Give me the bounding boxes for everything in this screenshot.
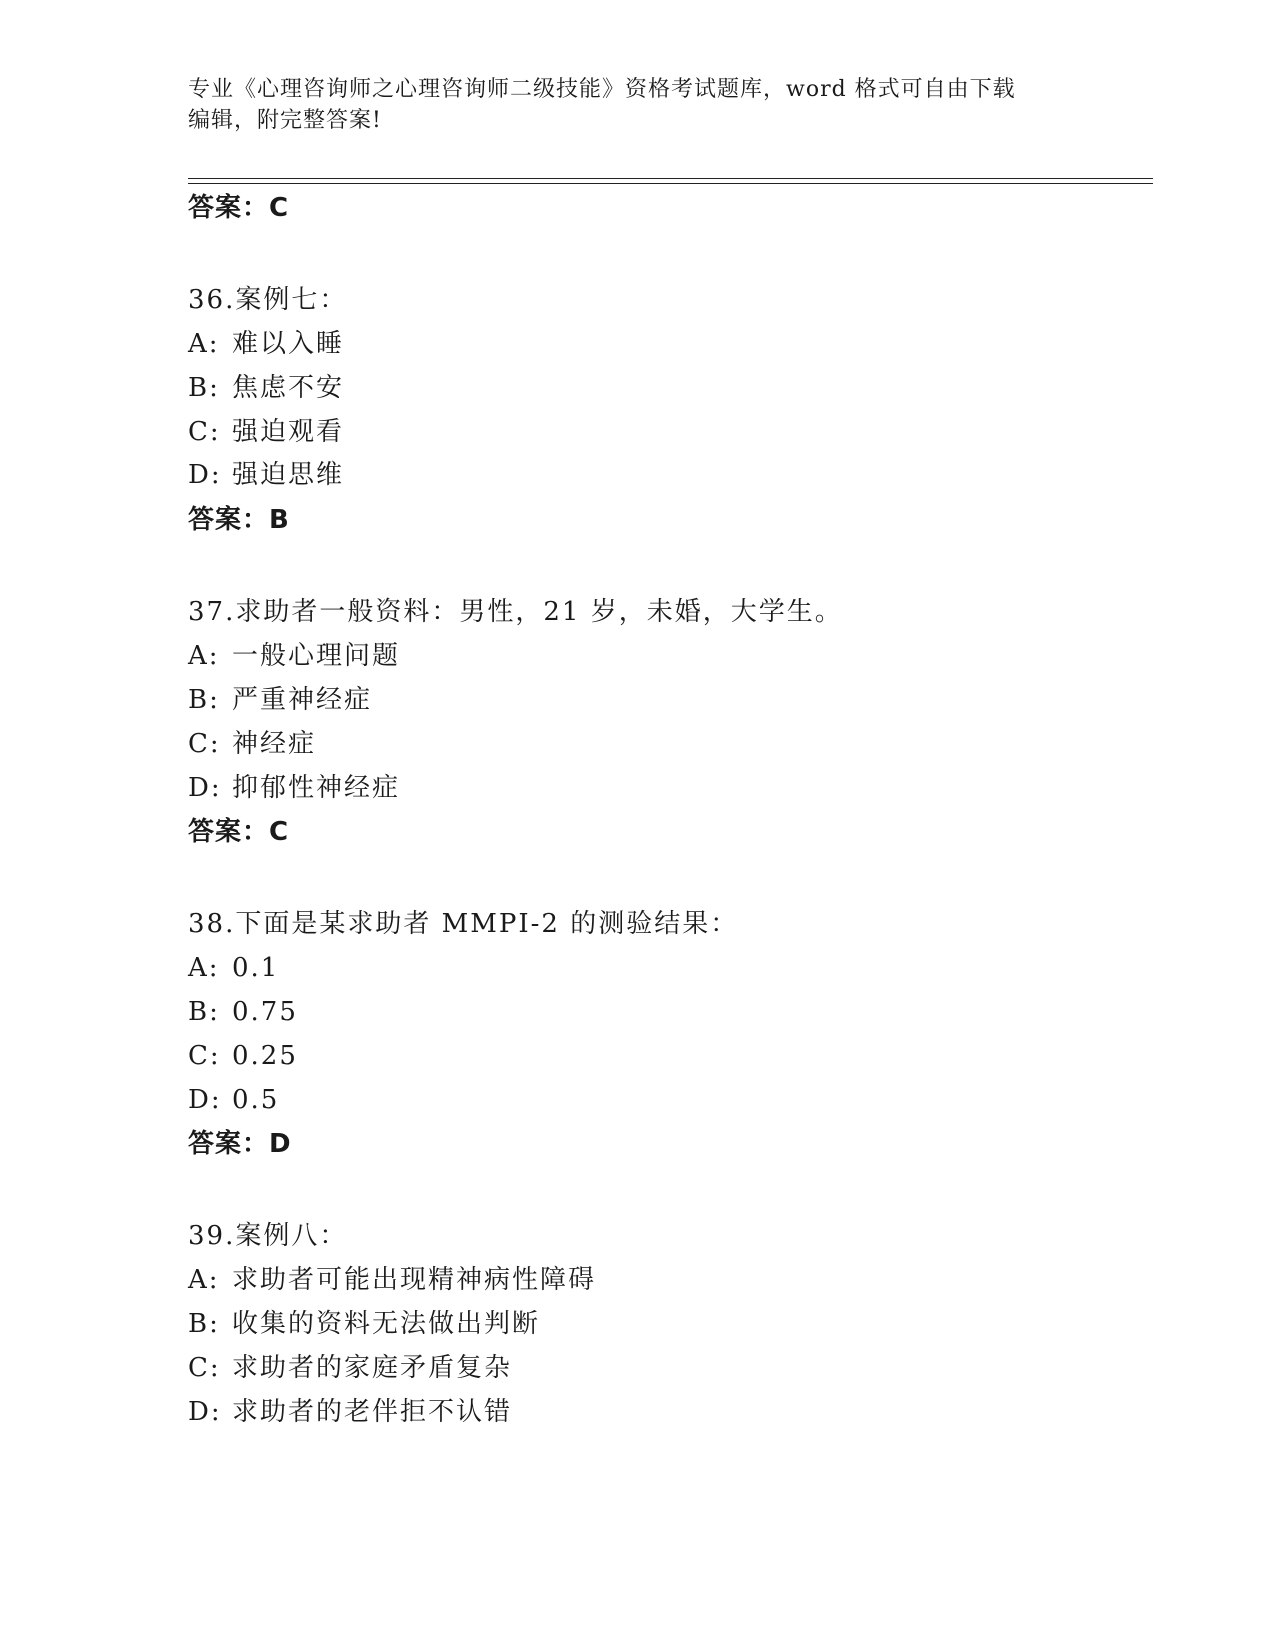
option-text: 求助者可能出现精神病性障碍	[232, 1265, 597, 1295]
option-d	[188, 460, 344, 490]
option-text: 一般心理问题	[232, 641, 401, 671]
option-b	[188, 373, 344, 403]
option-letter: C:	[188, 729, 221, 759]
option-c	[188, 1041, 298, 1071]
option-text: 焦虑不安	[232, 373, 345, 403]
option-text: 神经症	[232, 729, 317, 759]
option-d	[188, 1085, 279, 1115]
option-text: 严重神经症	[232, 685, 373, 715]
option-letter: A:	[188, 953, 220, 983]
answer: 答案：B	[188, 505, 290, 535]
option-a	[188, 641, 400, 671]
option-c	[188, 729, 316, 759]
question-stem: 37.求助者一般资料：男性，21 岁，未婚，大学生。	[188, 597, 843, 627]
option-a	[188, 953, 279, 983]
question-stem: 39.案例八：	[188, 1221, 348, 1251]
option-letter: D:	[188, 773, 222, 803]
option-letter: D:	[188, 1085, 222, 1115]
option-text: 难以入睡	[232, 329, 345, 359]
option-text: 强迫思维	[232, 460, 345, 490]
option-letter: C:	[188, 417, 221, 447]
option-letter: B:	[188, 373, 220, 403]
option-text: 强迫观看	[232, 417, 345, 447]
option-text: 0.5	[232, 1085, 280, 1115]
question-stem: 36.案例七：	[188, 285, 348, 315]
option-letter: B:	[188, 685, 220, 715]
option-letter: D:	[188, 1397, 222, 1427]
answer: 答案：C	[188, 817, 290, 847]
header-divider-top	[188, 178, 1153, 179]
option-letter: C:	[188, 1353, 221, 1383]
option-b	[188, 1309, 540, 1339]
option-c	[188, 417, 344, 447]
option-b	[188, 997, 298, 1027]
option-letter: D:	[188, 460, 222, 490]
option-letter: A:	[188, 641, 220, 671]
option-text: 收集的资料无法做出判断	[232, 1309, 541, 1339]
document-header	[188, 74, 1088, 136]
option-text: 0.75	[232, 997, 298, 1027]
answer: 答案：D	[188, 1129, 292, 1159]
option-d	[188, 773, 400, 803]
previous-answer: 答案：C	[188, 193, 290, 223]
option-letter: B:	[188, 997, 220, 1027]
option-letter: A:	[188, 329, 220, 359]
option-text: 抑郁性神经症	[232, 773, 401, 803]
option-text: 求助者的老伴拒不认错	[232, 1397, 513, 1427]
option-a	[188, 329, 344, 359]
option-letter: B:	[188, 1309, 220, 1339]
option-text: 0.1	[232, 953, 280, 983]
header-line-1: 专业《心理咨询师之心理咨询师二级技能》资格考试题库，word 格式可自由下载	[188, 77, 1016, 102]
option-text: 0.25	[232, 1041, 298, 1071]
option-text: 求助者的家庭矛盾复杂	[232, 1353, 513, 1383]
option-a	[188, 1265, 596, 1295]
option-letter: C:	[188, 1041, 221, 1071]
header-line-2: 编辑，附完整答案!	[188, 108, 382, 133]
question-stem: 38.下面是某求助者 MMPI-2 的测验结果：	[188, 909, 739, 939]
option-d	[188, 1397, 512, 1427]
option-b	[188, 685, 372, 715]
option-c	[188, 1353, 512, 1383]
option-letter: A:	[188, 1265, 220, 1295]
header-divider-bottom	[188, 183, 1153, 184]
